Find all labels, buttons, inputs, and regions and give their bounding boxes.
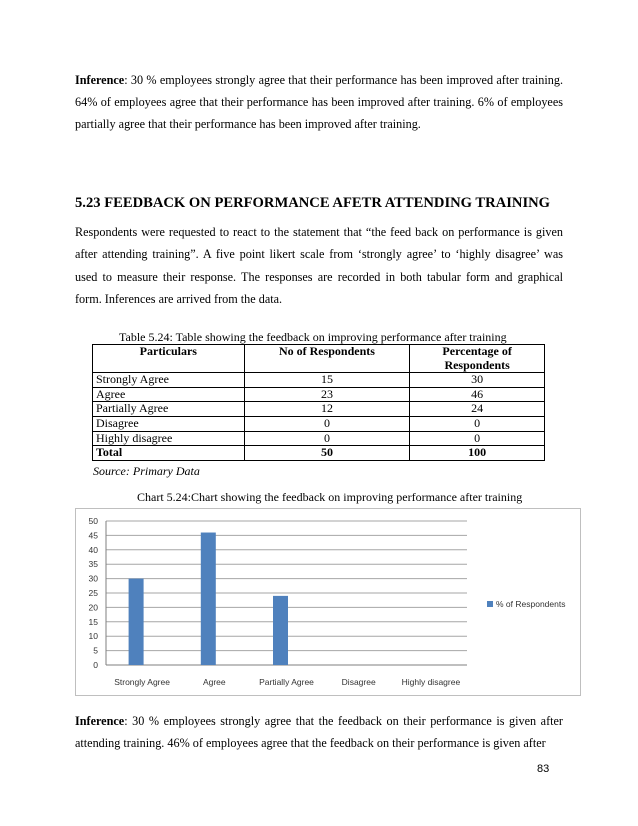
table-cell: 50: [244, 446, 410, 461]
table-row: [93, 387, 545, 402]
table-cell: 100: [410, 446, 545, 461]
table-header-cell: Particulars: [93, 345, 245, 373]
x-tick-label: Highly disagree: [401, 677, 461, 687]
y-tick-label: 30: [88, 573, 98, 584]
y-tick-label: 45: [88, 530, 98, 541]
section-heading: 5.23 FEEDBACK ON PERFORMANCE AFETR ATTENDING TRAINING: [75, 195, 551, 211]
section-intro-paragraph: Respondents were requested to react to the statement that “the feed back on performance is given after attending training”. A five point likert scale from ‘strongly agree’ to ‘highly disagree’ was used to measure their response. The responses are recorded in both tabular form and graphical form. Inferences are arrived from the data.: [75, 225, 563, 306]
table-caption: Table 5.24: Table showing the feedback on improving performance after training: [119, 330, 507, 344]
table-cell: 0: [244, 416, 410, 431]
y-tick-label: 15: [88, 616, 98, 627]
chart-caption: Chart 5.24:Chart showing the feedback on improving performance after training: [137, 490, 523, 504]
bar: [273, 596, 288, 665]
inference-paragraph-bottom: [75, 710, 563, 754]
table-cell: Agree: [93, 387, 245, 402]
table-cell: Partially Agree: [93, 402, 245, 417]
table-source-note: Source: Primary Data: [93, 464, 200, 478]
table-cell: 24: [410, 402, 545, 417]
bar-chart: [75, 508, 581, 696]
table-cell: 46: [410, 387, 545, 402]
y-tick-label: 20: [88, 602, 98, 613]
y-tick-label: 10: [88, 631, 98, 642]
table-row: [93, 416, 545, 431]
table-cell: 0: [410, 431, 545, 446]
table-header-row: [93, 345, 545, 373]
table-cell: 0: [244, 431, 410, 446]
inference-label: Inference: [75, 73, 125, 87]
x-tick-label: Agree: [202, 677, 226, 687]
table-header-cell: Percentage of Respondents: [410, 345, 545, 373]
y-tick-label: 35: [88, 559, 98, 570]
legend-label: % of Respondents: [496, 599, 566, 609]
chart-canvas: [76, 509, 580, 695]
y-tick-label: 5: [93, 645, 98, 656]
y-tick-label: 25: [88, 588, 98, 598]
x-tick-label: Disagree: [341, 677, 376, 687]
inference-text: : 30 % employees strongly agree that their performance has been improved after training. 64% of employees agree that their performance has been improved after training. 6% of employees partially agree that their performance has been improved after training.: [75, 73, 563, 131]
table-cell: Strongly Agree: [93, 373, 245, 388]
table-row: [93, 402, 545, 417]
bar: [129, 579, 144, 665]
legend-swatch: [487, 601, 493, 607]
table-row: [93, 431, 545, 446]
table-cell: 30: [410, 373, 545, 388]
table-cell: 12: [244, 402, 410, 417]
table-cell: 15: [244, 373, 410, 388]
table-header-cell: No of Respondents: [244, 345, 410, 373]
x-tick-label: Partially Agree: [259, 677, 314, 687]
page-number: 83: [537, 763, 550, 775]
table-cell: 23: [244, 387, 410, 402]
y-tick-label: 40: [88, 544, 98, 555]
x-tick-label: Strongly Agree: [114, 677, 170, 687]
inference-text: : 30 % employees strongly agree that the feedback on their performance is given after attending training. 46% of employees agree that the feedback on their performance is given after: [75, 714, 563, 750]
table-cell: Total: [93, 446, 245, 461]
table-total-row: [93, 446, 545, 461]
y-tick-label: 50: [88, 516, 98, 526]
bar: [201, 533, 216, 665]
feedback-table: [92, 344, 545, 461]
table-cell: 0: [410, 416, 545, 431]
y-tick-label: 0: [93, 660, 98, 670]
inference-paragraph-top: [75, 69, 563, 135]
inference-label: Inference: [75, 714, 125, 728]
table-cell: Disagree: [93, 416, 245, 431]
table-cell: Highly disagree: [93, 431, 245, 446]
table-row: [93, 373, 545, 388]
